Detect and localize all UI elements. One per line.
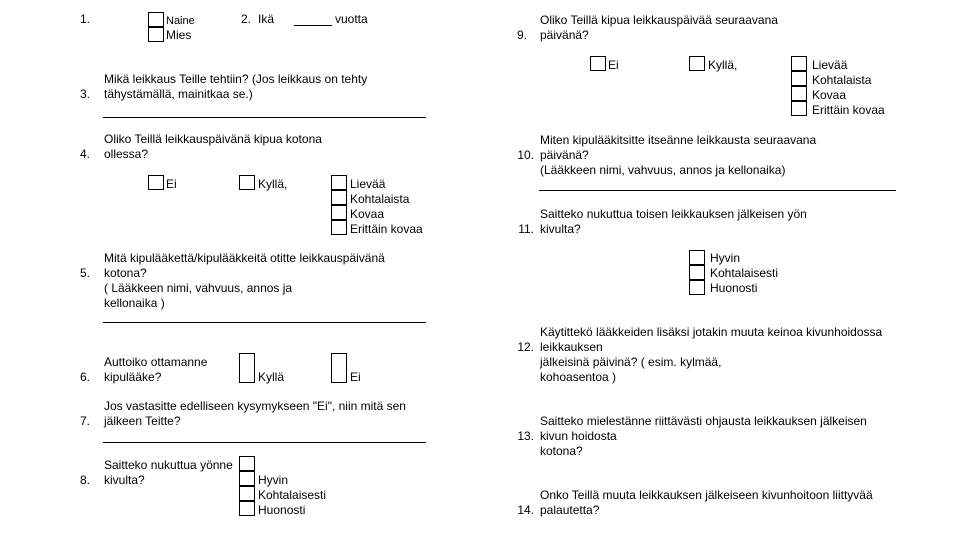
checkbox-lievaa[interactable] xyxy=(331,175,347,190)
question-text: Oliko Teillä leikkauspäivänä kipua kotona xyxy=(104,132,322,146)
checkbox-extra[interactable] xyxy=(239,456,255,471)
option-label: Ei xyxy=(608,58,619,72)
option-label: Kohtalaisesti xyxy=(258,488,327,502)
question-text: Miten kipulääkitsitte itseänne leikkausta seuraavana xyxy=(540,133,817,147)
checkbox-hyvin[interactable] xyxy=(239,471,255,486)
question-text: palautetta? xyxy=(540,503,600,517)
question-number: 9. xyxy=(516,28,527,42)
option-label: Ei xyxy=(350,370,361,384)
option-label: Hyvin xyxy=(710,251,741,265)
option-label: Kyllä xyxy=(258,370,285,384)
option-label: Kohtalaisesti xyxy=(710,266,779,280)
option-label: Erittäin kovaa xyxy=(350,222,423,236)
answer-line[interactable] xyxy=(103,442,426,443)
checkbox-kylla[interactable] xyxy=(239,175,255,190)
question-text: Mikä leikkaus Teille tehtiin? (Jos leikkaus on tehty xyxy=(104,72,368,86)
question-text: Mitä kipulääkettä/kipulääkkeitä otitte leikkauspäivänä xyxy=(104,251,385,265)
question-text: kellonaika ) xyxy=(104,296,165,310)
checkbox-kovaa[interactable] xyxy=(331,205,347,220)
option-label: Mies xyxy=(166,28,192,42)
question-text: jälkeisinä päivinä? ( esim. kylmää, xyxy=(540,355,722,369)
question-text: Jos vastasitte edelliseen kysymykseen "Ei", niin mitä sen xyxy=(104,399,406,413)
option-label: Kohtalaista xyxy=(350,192,410,206)
option-label: Huonosti xyxy=(258,503,306,517)
question-number: 8. xyxy=(79,473,90,487)
checkbox-kylla[interactable] xyxy=(239,353,255,383)
answer-line[interactable] xyxy=(539,190,896,191)
checkbox-hyvin[interactable] xyxy=(689,250,705,265)
option-label: Kovaa xyxy=(350,207,385,221)
checkbox-ei[interactable] xyxy=(590,56,606,71)
checkbox-mies[interactable] xyxy=(148,27,164,42)
question-text: Onko Teillä muuta leikkauksen jälkeiseen kivunhoitoon liittyvää xyxy=(540,488,873,502)
question-number: 3. xyxy=(79,87,90,101)
question-text: Käytittekö lääkkeiden lisäksi jotakin muuta keinoa kivunhoidossa xyxy=(540,325,883,339)
option-label: Kohtalaista xyxy=(812,73,872,87)
option-label: Huonosti xyxy=(710,281,758,295)
question-text: leikkauksen xyxy=(540,340,603,354)
question-text: Saitteko mielestänne riittävästi ohjausta leikkauksen jälkeisen xyxy=(540,414,867,428)
answer-line[interactable] xyxy=(103,117,426,118)
question-number: 6. xyxy=(79,370,90,384)
answer-line[interactable] xyxy=(103,322,426,323)
checkbox-kohtalaista[interactable] xyxy=(331,190,347,205)
age-field[interactable] xyxy=(294,25,332,26)
option-label: Kyllä, xyxy=(258,177,288,191)
checkbox-kylla[interactable] xyxy=(689,56,705,71)
option-label: Kyllä, xyxy=(708,58,738,72)
question-text: Auttoiko ottamanne xyxy=(104,355,208,369)
checkbox-kohtalaisesti[interactable] xyxy=(239,486,255,501)
question-number: 1. xyxy=(79,12,90,26)
question-text: kotona? xyxy=(540,444,583,458)
checkbox-ei[interactable] xyxy=(148,175,164,190)
checkbox-ei[interactable] xyxy=(331,353,347,383)
question-text: ( Lääkkeen nimi, vahvuus, annos ja xyxy=(104,281,293,295)
age-label: Ikä xyxy=(258,12,275,26)
option-label: Lievää xyxy=(812,58,848,72)
checkbox-huonosti[interactable] xyxy=(239,501,255,516)
question-text: ollessa? xyxy=(104,147,149,161)
question-text: Oliko Teillä kipua leikkauspäivää seuraavana xyxy=(540,13,778,27)
option-label: Ei xyxy=(166,177,177,191)
question-number: 12. xyxy=(517,340,534,354)
checkbox-erittain-kovaa[interactable] xyxy=(791,101,807,116)
option-label: Kovaa xyxy=(812,88,847,102)
question-number: 11. xyxy=(518,222,534,236)
question-number: 13. xyxy=(517,429,534,443)
question-text: kotona? xyxy=(104,266,147,280)
question-text: päivänä? xyxy=(540,28,589,42)
question-text: kipulääke? xyxy=(104,370,162,384)
checkbox-kohtalaisesti[interactable] xyxy=(689,265,705,280)
question-text: Saitteko nukuttua toisen leikkauksen jälkeisen yön xyxy=(540,207,807,221)
question-number: 2. xyxy=(241,12,252,26)
checkbox-kohtalaista[interactable] xyxy=(791,71,807,86)
question-text: kivulta? xyxy=(540,222,581,236)
age-suffix: vuotta xyxy=(335,12,368,26)
question-number: 4. xyxy=(79,147,90,161)
checkbox-kovaa[interactable] xyxy=(791,86,807,101)
option-label: Naine xyxy=(166,15,195,27)
question-text: tähystämällä, mainitkaa se.) xyxy=(104,87,253,101)
question-number: 14. xyxy=(517,503,534,517)
option-label: Hyvin xyxy=(258,473,289,487)
question-text: Saitteko nukuttua yönne xyxy=(104,458,233,472)
question-text: kohoasentoa ) xyxy=(540,370,617,384)
question-text: kivun hoidosta xyxy=(540,429,617,443)
question-text: päivänä? xyxy=(540,148,589,162)
checkbox-huonosti[interactable] xyxy=(689,280,705,295)
option-label: Erittäin kovaa xyxy=(812,103,885,117)
question-number: 10. xyxy=(517,148,534,162)
question-text: jälkeen Teitte? xyxy=(104,414,181,428)
option-label: Lievää xyxy=(350,177,386,191)
question-text: (Lääkkeen nimi, vahvuus, annos ja kellonaika) xyxy=(540,163,786,177)
checkbox-lievaa[interactable] xyxy=(791,56,807,71)
checkbox-naine[interactable] xyxy=(148,12,164,27)
checkbox-erittain-kovaa[interactable] xyxy=(331,220,347,235)
question-text: kivulta? xyxy=(104,473,145,487)
question-number: 5. xyxy=(79,266,90,280)
question-number: 7. xyxy=(79,414,90,428)
